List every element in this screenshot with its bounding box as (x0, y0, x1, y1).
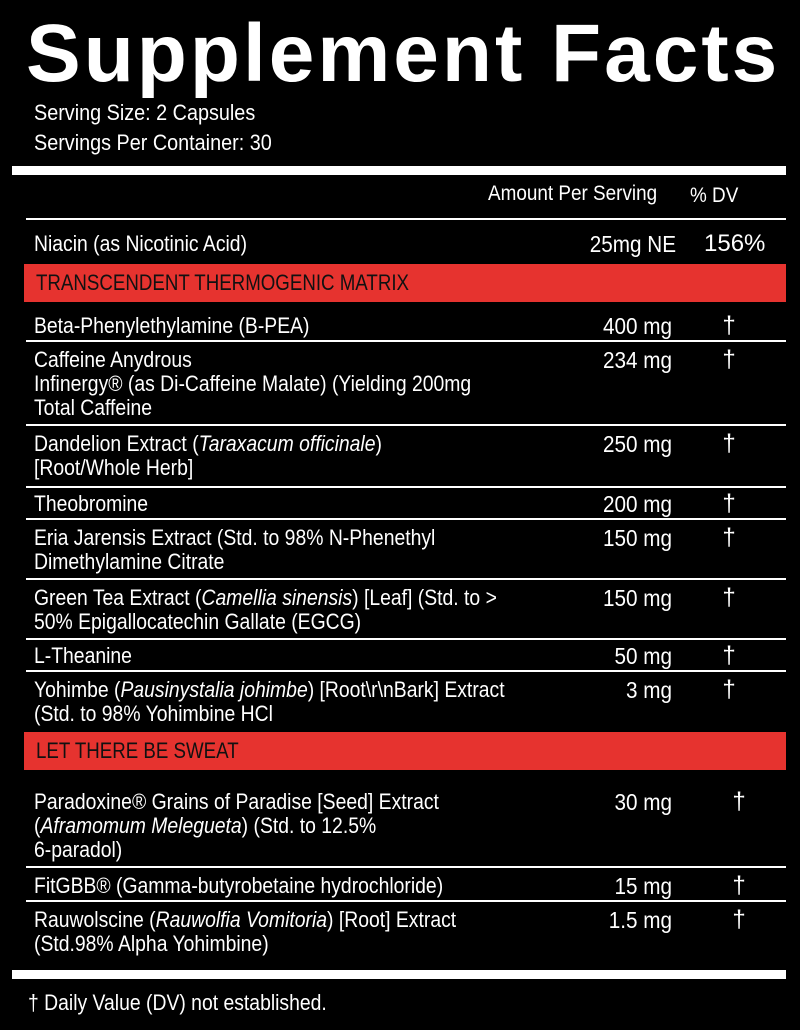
ingredient-dv: † (732, 906, 746, 933)
name-line: (Std.98% Alpha Yohimbine) (34, 931, 269, 956)
ingredient-amount: 25mg NE (589, 231, 676, 257)
ingredient-dv: † (722, 676, 736, 703)
ingredient-amount: 1.5 mg (608, 907, 672, 933)
panel-title: Supplement Facts (26, 8, 781, 99)
name-line: (Aframomum Melegueta) (Std. to 12.5% (34, 813, 377, 838)
name-line: 6-paradol) (34, 837, 123, 862)
ingredient-dv: † (722, 346, 736, 373)
ingredient-name: FitGBB® (Gamma-butyrobetaine hydrochloride) (34, 873, 444, 898)
divider-thick (12, 166, 786, 175)
serving-size: Serving Size: 2 Capsules (34, 100, 256, 125)
ingredient-amount: 15 mg (614, 873, 672, 899)
row-divider (26, 638, 786, 640)
ingredient-amount: 150 mg (602, 525, 672, 551)
ingredient-name (34, 348, 527, 420)
name-line: Green Tea Extract (Camellia sinensis) [Leaf] (Std. to > (34, 585, 497, 610)
dv-header: % DV (690, 184, 739, 207)
section-title: LET THERE BE SWEAT (36, 738, 239, 763)
ingredient-name (34, 678, 527, 726)
ingredient-name: Beta-Phenylethylamine (B-PEA) (34, 313, 310, 338)
name-line: Yohimbe (Pausinystalia johimbe) [Root\r\nBark] Extract (34, 677, 505, 702)
footnote: † Daily Value (DV) not established. (28, 990, 327, 1015)
servings-per-container: Servings Per Container: 30 (34, 130, 272, 155)
supplement-facts-panel (12, 8, 786, 1022)
row-divider (26, 900, 786, 902)
ingredient-dv: † (722, 584, 736, 611)
ingredient-name (34, 586, 527, 634)
name-line: Eria Jarensis Extract (Std. to 98% N-Phenethyl (34, 525, 436, 550)
ingredient-dv: † (722, 490, 736, 517)
name-line: [Root/Whole Herb] (34, 455, 194, 480)
ingredient-dv: † (722, 524, 736, 551)
ingredient-name (34, 790, 527, 862)
divider-thick (12, 970, 786, 979)
row-divider (26, 424, 786, 426)
name-line: Rauwolscine (Rauwolfia Vomitoria) [Root] Extract (34, 907, 457, 932)
divider (26, 218, 786, 220)
name-line: Total Caffeine (34, 395, 153, 420)
row-divider (26, 518, 786, 520)
ingredient-dv: † (732, 872, 746, 899)
section-header-thermogenic (24, 264, 786, 302)
ingredient-dv: † (722, 430, 736, 457)
row-divider (26, 866, 786, 868)
ingredient-dv: 156% (704, 230, 766, 257)
name-line: Dandelion Extract (Taraxacum officinale) (34, 431, 382, 456)
name-line: Caffeine Anydrous (34, 347, 192, 372)
ingredient-dv: † (722, 642, 736, 669)
name-line: Dimethylamine Citrate (34, 549, 225, 574)
name-line: Paradoxine® Grains of Paradise [Seed] Extract (34, 789, 439, 814)
ingredient-amount: 400 mg (602, 313, 672, 339)
ingredient-dv: † (732, 788, 746, 815)
ingredient-name (34, 908, 527, 956)
name-line: Infinergy® (as Di-Caffeine Malate) (Yielding 200mg (34, 371, 472, 396)
ingredient-name (34, 526, 527, 574)
ingredient-amount: 50 mg (614, 643, 672, 669)
ingredient-dv: † (722, 312, 736, 339)
amount-per-serving-header: Amount Per Serving (488, 182, 658, 205)
ingredient-amount: 200 mg (602, 491, 672, 517)
name-line: 50% Epigallocatechin Gallate (EGCG) (34, 609, 362, 634)
row-divider (26, 578, 786, 580)
section-header-sweat (24, 732, 786, 770)
ingredient-amount: 30 mg (614, 789, 672, 815)
ingredient-name: Theobromine (34, 491, 149, 516)
name-line: (Std. to 98% Yohimbine HCl (34, 701, 273, 726)
row-divider (26, 486, 786, 488)
ingredient-amount: 234 mg (602, 347, 672, 373)
ingredient-name: Niacin (as Nicotinic Acid) (34, 231, 248, 256)
ingredient-name (34, 432, 527, 480)
ingredient-amount: 150 mg (602, 585, 672, 611)
section-title: TRANSCENDENT THERMOGENIC MATRIX (36, 270, 409, 295)
row-divider (26, 340, 786, 342)
ingredient-amount: 250 mg (602, 431, 672, 457)
ingredient-amount: 3 mg (625, 677, 672, 703)
row-divider (26, 670, 786, 672)
ingredient-name: L-Theanine (34, 643, 132, 668)
